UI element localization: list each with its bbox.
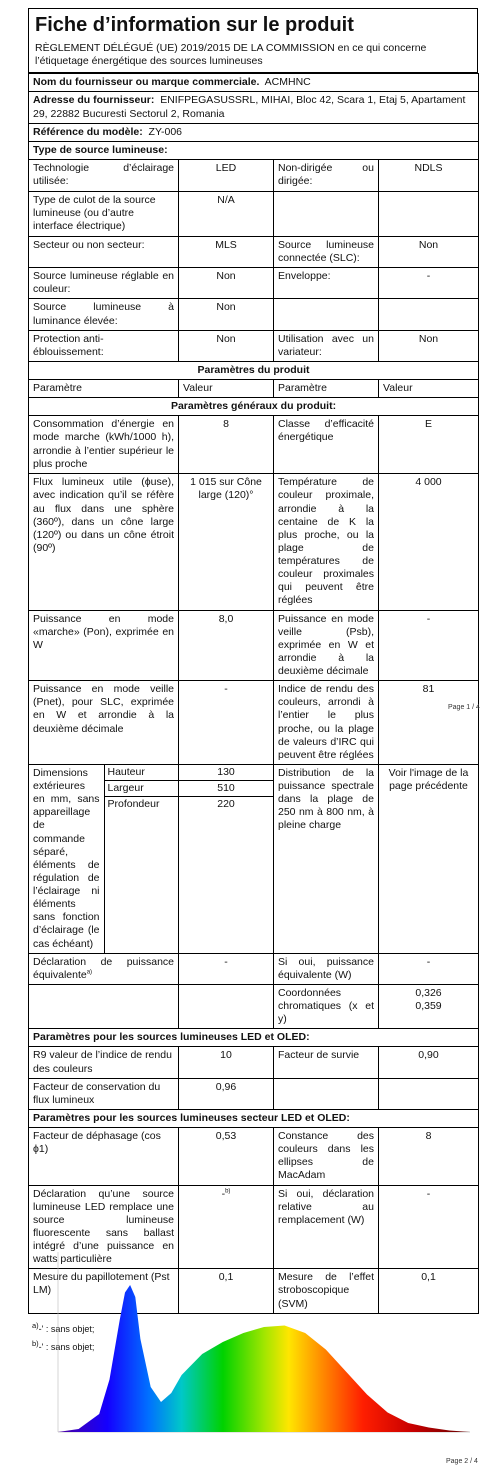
mains-row [29,1128,479,1186]
mains-label: Déclaration qu’une source lumineuse LED remplace une source lumineuse fluorescente sans ballast intégré d’une puissance en watts particulière [29,1185,179,1269]
led-value: 0,90 [379,1047,479,1078]
led-label: Facteur de survie [274,1047,379,1078]
led-header-row [29,1029,479,1047]
led-section-header: Paramètres pour les sources lumineuses LED et OLED: [29,1029,479,1047]
type-value [379,299,479,330]
led-value [379,1078,479,1109]
type-value: Non [379,330,479,361]
param-row [29,610,479,681]
mains-section-header: Paramètres pour les sources lumineuses secteur LED et OLED: [29,1109,479,1127]
chroma-row [29,984,479,1028]
info-table [28,73,479,1314]
page-title: Fiche d’information sur le produit [28,8,478,40]
param-row [29,474,479,610]
mains-value: 8 [379,1128,479,1186]
dimension-width-label: Largeur [105,781,180,797]
page-number-2: Page 2 / 4 [446,1458,478,1465]
param-value: 1 015 sur Cône large (120)° [179,474,274,610]
mains-label: Constance des couleurs dans les ellipses de MacAdam [274,1128,379,1186]
param-label: Flux lumineux utile (ϕuse), avec indication qu’il se réfère au flux dans une sphère (360º), dans un cône large (120º) ou dans un cône étroit (90º) [29,474,179,610]
type-label: Utilisation avec un variateur: [274,330,379,361]
mains-value: -$^{b)}$ [179,1185,274,1269]
equiv-row [29,953,479,984]
param-label: Classe d’efficacité énergétique [274,416,379,474]
param-value: - [379,610,479,681]
model-row [29,123,479,141]
param-value: 8 [179,416,274,474]
dimension-height-label: Hauteur [105,765,180,781]
type-value: Non [179,268,274,299]
equiv-note-mark: a) [86,969,93,976]
dimension-depth-value: 220 [217,798,235,811]
supplier-address-row [29,92,479,123]
general-params-header: Paramètres généraux du produit: [29,398,479,416]
footnote: $^{b)}$-' : sans objet; [32,1338,95,1352]
type-label: Technologie d’éclairage utilisée: [29,159,179,191]
dimension-width-value: 510 [179,781,273,797]
type-row [29,191,479,236]
supplier-name-label: Nom du fournisseur ou marque commerciale. [33,76,260,89]
mains-value: 0,1 [379,1269,479,1314]
param-label: Puissance en mode veille (Psb), exprimée en W et arrondie à la deuxième décimale [274,610,379,681]
mains-label: Facteur de déphasage (cos ϕ1) [29,1128,179,1186]
type-value: Non [179,330,274,361]
type-row [29,236,479,267]
mains-header-row [29,1109,479,1127]
param-value: - [179,681,274,765]
supplier-address-value: ENIFPEGASUSSRL, MIHAI, Bloc 42, Scara 1, Etaj 5, Apartament 29, 22882 Bucuresti Sectorul 2, Romania [33,94,466,120]
led-label [274,1078,379,1109]
param-value: 8,0 [179,610,274,681]
led-value: 10 [179,1047,274,1078]
dimensions-row [29,764,479,953]
chroma-value [379,984,479,1028]
type-value: Non [179,299,274,330]
param-value: E [379,416,479,474]
type-label: Type de culot de la source lumineuse (ou d’autre interface électrique) [29,191,179,236]
led-label: Facteur de conservation du flux lumineux [29,1078,179,1109]
type-value: - [379,268,479,299]
equiv-value: - [179,953,274,984]
dimensions-label: Dimensions extérieures en mm, sans appareillage de commande séparé, éléments de régulation de l’éclairage ni éléments sans fonction d’éclairage (le cas échéant) [29,765,104,953]
type-row [29,299,479,330]
footnote: $^{a)}$-' : sans objet; [32,1321,95,1335]
supplier-address-label: Adresse du fournisseur: [33,94,155,107]
param-label: Température de couleur proximale, arrondie à la centaine de K la plus proche, ou la plage de températures de couleur proximales qui peuvent être réglées [274,474,379,610]
param-value: 81 [379,681,479,765]
type-label: Non-dirigée ou dirigée: [274,159,379,191]
type-label: Enveloppe: [274,268,379,299]
type-value: NDLS [379,159,479,191]
type-label: Secteur ou non secteur: [29,236,179,267]
type-value: Non [379,236,479,267]
spectrum-area [58,1285,470,1432]
param-value: 4 000 [379,474,479,610]
replacement-note-mark: b) [225,1188,231,1194]
type-value: N/A [179,191,274,236]
spd-value: Voir l'image de la page précédente [379,764,479,953]
dimension-depth-label: Profondeur [107,798,160,811]
model-value: ZY-006 [148,125,183,138]
column-header-param: Paramètre [29,380,179,398]
spectrum-chart [30,1248,474,1458]
equiv-w-label: Si oui, puissance équivalente (W) [274,953,379,984]
led-row [29,1078,479,1109]
type-row [29,330,479,361]
type-label: Source lumineuse réglable en couleur: [29,268,179,299]
equiv-label: Déclaration de puissance équivalente$^{a)}$ [29,953,179,984]
param-label: Puissance en mode «marche» (Pon), exprimée en W [29,610,179,681]
model-label: Référence du modèle: [33,125,143,138]
product-params-header-row [29,361,479,379]
mains-value: 0,53 [179,1128,274,1186]
param-row [29,416,479,474]
type-value: LED [179,159,274,191]
supplier-name-row [29,74,479,92]
led-row [29,1047,479,1078]
equiv-w-value: - [379,953,479,984]
column-header-value: Valeur [379,380,479,398]
mains-value: - [379,1185,479,1269]
param-row [29,681,479,765]
dimension-height-value: 130 [179,765,273,781]
param-label: Consommation d’énergie en mode marche (kWh/1000 h), arrondie à l’entier supérieur le plus proche [29,416,179,474]
page-number-1: Page 1 / 4 [448,704,480,711]
param-label: Puissance en mode veille (Pnet), pour SLC, exprimée en W et arrondie à la deuxième décimale [29,681,179,765]
mains-value: 0,1 [179,1269,274,1314]
type-header-row [29,141,479,159]
product-params-header: Paramètres du produit [29,361,479,379]
type-row [29,159,479,191]
led-label: R9 valeur de l’indice de rendu des couleurs [29,1047,179,1078]
chroma-x: 0,326 [415,986,442,999]
type-value: MLS [179,236,274,267]
type-label [274,191,379,236]
chroma-label: Coordonnées chromatiques (x et y) [274,984,379,1028]
mains-label: Si oui, déclaration relative au remplacement (W) [274,1185,379,1269]
type-label: Source lumineuse à luminance élevée: [29,299,179,330]
column-header-param: Paramètre [274,380,379,398]
column-header-value: Valeur [179,380,274,398]
spd-label: Distribution de la puissance spectrale dans la plage de 250 nm à 800 nm, à pleine charge [274,764,379,953]
supplier-name-value: ACMHNC [264,76,311,89]
type-label: Protection anti-éblouissement: [29,330,179,361]
general-params-header-row [29,398,479,416]
regulation-text: RÈGLEMENT DÉLÉGUÉ (UE) 2019/2015 DE LA COMMISSION en ce qui concerne l’étiquetage énergétique des sources lumineuses [28,40,478,73]
mains-label: Mesure du papillotement (Pst LM) [29,1269,179,1314]
type-label: Source lumineuse connectée (SLC): [274,236,379,267]
type-label [274,299,379,330]
column-header-row [29,380,479,398]
led-value: 0,96 [179,1078,274,1109]
type-section-header: Type de source lumineuse: [29,141,479,159]
param-label: Indice de rendu des couleurs, arrondi à l’entier le plus proche, ou la plage de valeurs d’IRC qui peuvent être réglées [274,681,379,765]
product-information-sheet [28,8,478,1356]
chroma-y: 0,359 [415,1000,442,1012]
type-row [29,268,479,299]
mains-label: Mesure de l’effet stroboscopique (SVM) [274,1269,379,1314]
type-value [379,191,479,236]
